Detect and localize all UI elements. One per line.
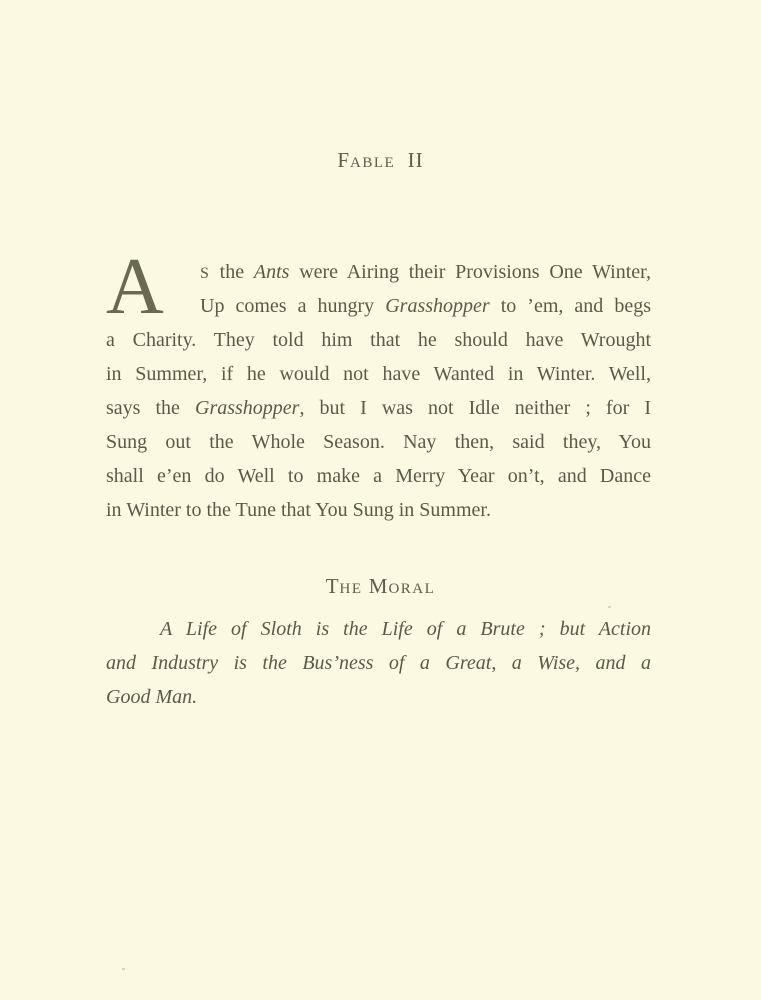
moral-line: and Industry is the Bus’ness of a Great, a Wise, and a [106,652,651,674]
text-line [106,255,651,289]
text-span: were Airing their Provisions One Winter, [289,261,651,283]
text-line: shall e’en do Well to make a Merry Year on’t, and Dance [106,465,651,487]
text-line: in Winter to the Tune that You Sung in Summer. [106,499,491,521]
text-line [106,391,651,425]
italic-word: Grasshopper [195,397,300,419]
text-span: says the [106,397,195,419]
text-line [106,289,651,323]
lead-small-caps: S [200,265,210,282]
fable-number: II [407,148,424,172]
paper-speck [122,968,125,970]
text-span: , but I was not Idle neither ; for I [299,397,651,419]
text-line: a Charity. They told him that he should have Wrought [106,329,651,351]
italic-word: Grasshopper [385,295,490,317]
paper-speck [608,606,611,608]
text-span: the [209,261,254,283]
italic-word: Ants [253,261,290,283]
moral-initial-m: M [368,574,389,598]
text-span: Up comes a hungry [200,295,386,317]
fable-heading [0,148,761,173]
heading-initial: F [337,148,350,172]
text-span: to ’em, and begs [489,295,651,317]
drop-cap: A [106,243,164,331]
text-line: Sung out the Whole Season. Nay then, said they, You [106,431,651,453]
moral-text [106,612,651,714]
moral-small-caps-he: HE [339,581,363,597]
moral-line: Good Man. [106,686,198,708]
heading-small-caps: ABLE [350,155,396,171]
moral-initial-t: T [325,574,340,598]
moral-line: A Life of Sloth is the Life of a Brute ; but Action [160,618,651,640]
moral-heading [0,574,761,599]
fable-text [106,243,651,527]
text-line: in Summer, if he would not have Wanted in Winter. Well, [106,363,651,385]
moral-small-caps-oral: ORAL [388,581,436,597]
